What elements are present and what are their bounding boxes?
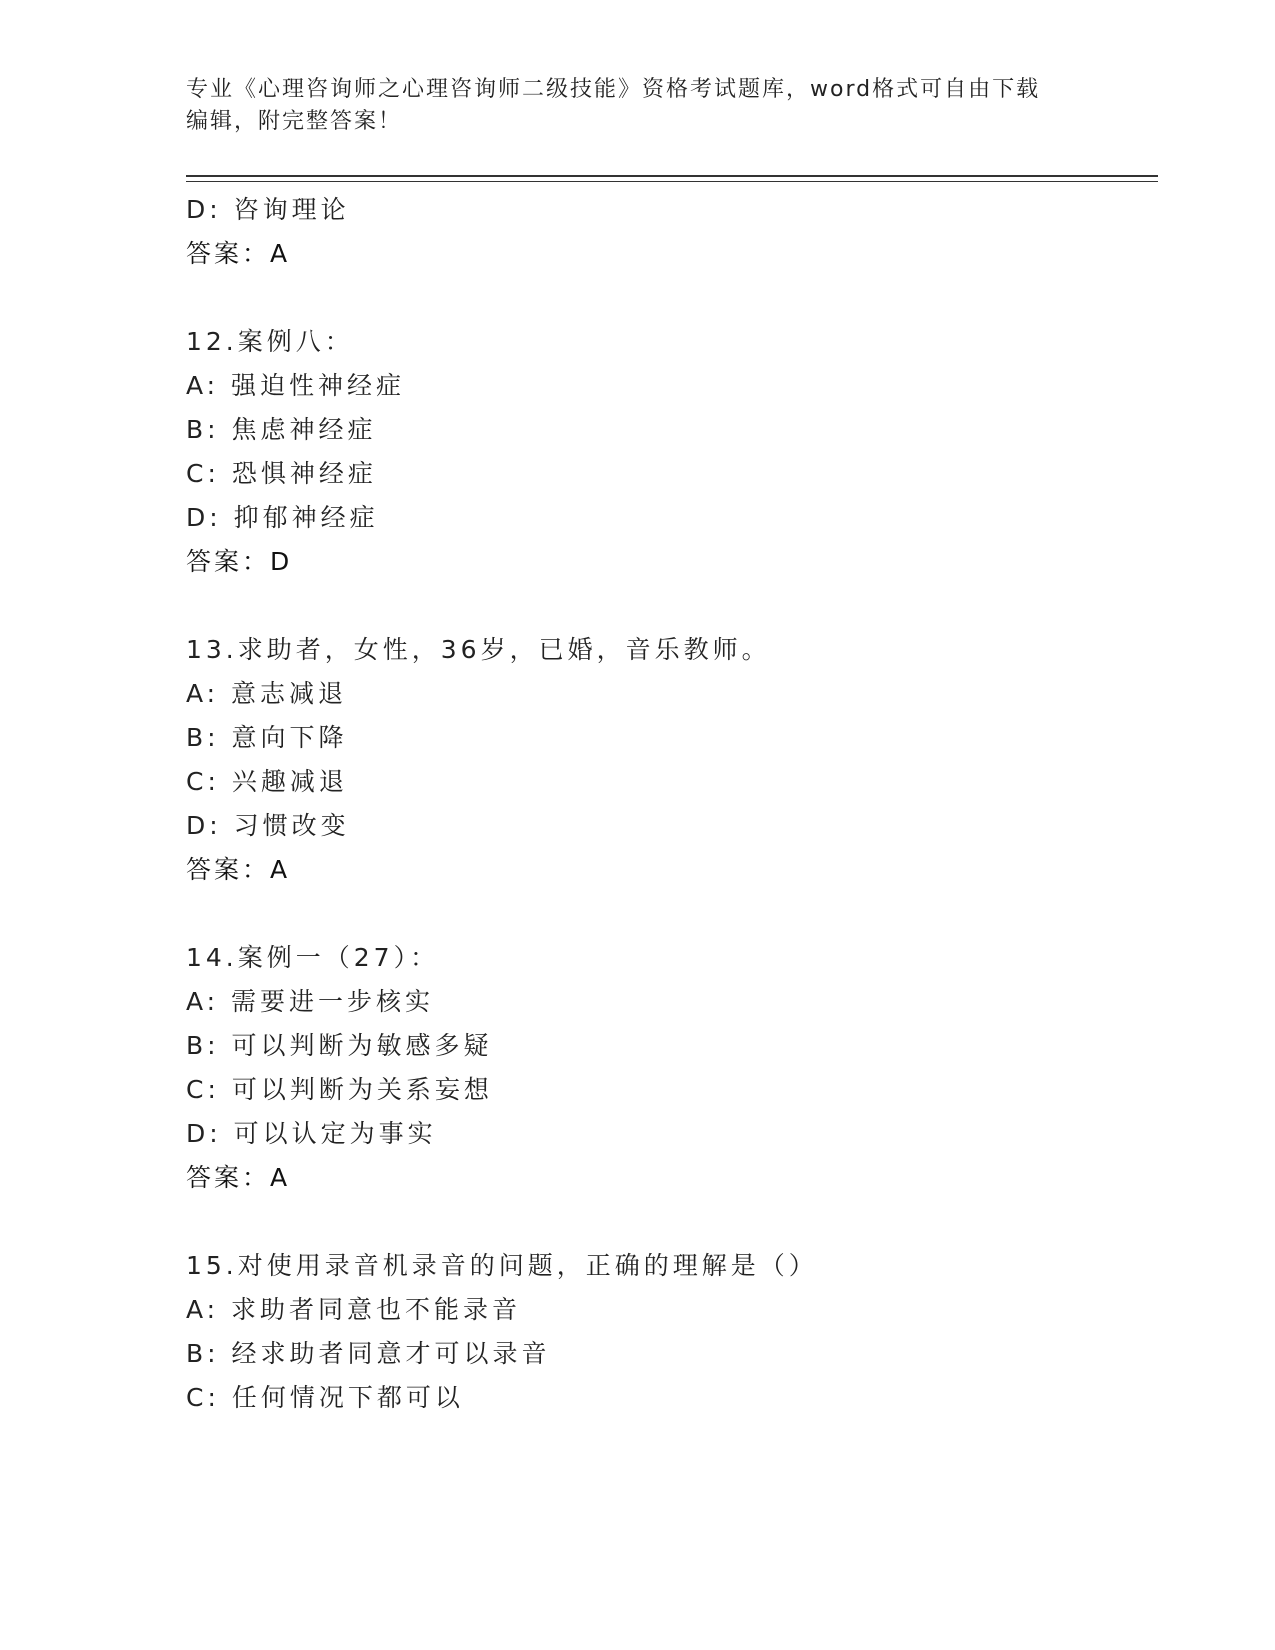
header-line-1: 专业《心理咨询师之心理咨询师二级技能》资格考试题库，word格式可自由下载 [186,77,1041,102]
header-line-2: 编辑，附完整答案！ [186,109,403,134]
q12-stem: 12.案例八： [186,327,354,356]
header-divider-thick [186,175,1158,177]
document-header [186,74,1086,138]
q13-option-d: D: 习惯改变 [186,811,350,840]
q14-stem: 14.案例一（27）： [186,943,440,972]
q11-answer: 答案：A [186,239,291,268]
q15-stem: 15.对使用录音机录音的问题，正确的理解是（） [186,1251,818,1280]
q15-option-a: A: 求助者同意也不能录音 [186,1295,522,1324]
q15-option-b: B: 经求助者同意才可以录音 [186,1339,551,1368]
q14-option-d: D: 可以认定为事实 [186,1119,437,1148]
q13-option-a: A: 意志减退 [186,679,348,708]
q14-option-c: C: 可以判断为关系妄想 [186,1075,493,1104]
q14-answer: 答案：A [186,1163,291,1192]
q13-option-b: B: 意向下降 [186,723,348,752]
q13-stem: 13.求助者，女性，36岁，已婚，音乐教师。 [186,635,771,664]
q12-option-b: B: 焦虑神经症 [186,415,377,444]
q13-answer: 答案：A [186,855,291,884]
q12-option-c: C: 恐惧神经症 [186,459,377,488]
q14-option-a: A: 需要进一步核实 [186,987,435,1016]
q14-option-b: B: 可以判断为敏感多疑 [186,1031,493,1060]
q11-option-d: D: 咨询理论 [186,195,350,224]
q12-answer: 答案：D [186,547,293,576]
q13-option-c: C: 兴趣减退 [186,767,348,796]
q12-option-d: D: 抑郁神经症 [186,503,379,532]
q12-option-a: A: 强迫性神经症 [186,371,406,400]
q15-option-c: C: 任何情况下都可以 [186,1383,464,1412]
header-divider-thin [186,181,1158,182]
